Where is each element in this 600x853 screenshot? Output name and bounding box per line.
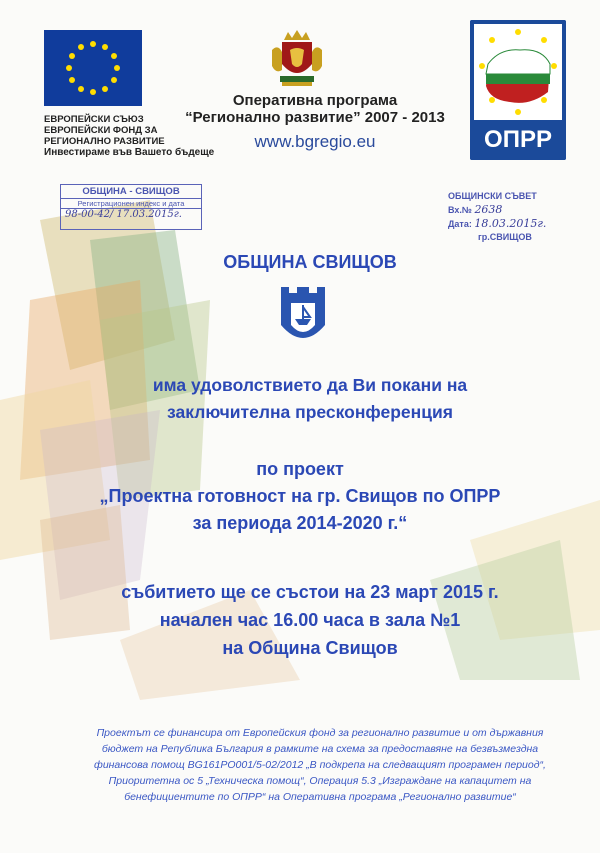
incoming-number: 2638	[474, 203, 503, 216]
eu-line1: ЕВРОПЕЙСКИ СЪЮЗ	[44, 114, 144, 125]
incoming-label: Вх.№	[448, 205, 472, 215]
bulgarian-coat-of-arms-icon	[270, 30, 324, 88]
incoming-date: 18.03.2015г.	[474, 217, 547, 230]
program-line1: Оперативна програма	[232, 92, 398, 109]
footer-line3: финансова помощ BG161PO001/5-02/2012 „В подкрепа на следващият програмен период“,	[94, 759, 546, 771]
oprr-logo-text: ОПРР	[484, 126, 552, 153]
event-line3: на Община Свищов	[222, 638, 398, 658]
council-stamp-city: гр.СВИЩОВ	[478, 232, 532, 242]
council-stamp-title: ОБЩИНСКИ СЪВЕТ	[448, 191, 537, 201]
event-details	[110, 578, 510, 662]
municipality-title: ОБЩИНА СВИЩОВ	[223, 252, 397, 272]
eu-line2: ЕВРОПЕЙСКИ ФОНД ЗА	[44, 125, 158, 136]
project-title-line2: за периода 2014-2020 г.“	[192, 513, 408, 533]
svishtov-crest-icon	[275, 285, 331, 351]
program-website-link[interactable]: www.bgregio.eu	[254, 132, 376, 151]
footer-line1: Проектът се финансира от Европейския фонд за регионално развитие и от държавния	[96, 727, 544, 739]
funding-footer	[60, 725, 580, 805]
footer-line4: Приоритетна ос 5 „Техническа помощ“, Операция 5.3 „Изграждане на капацитет на	[108, 775, 532, 787]
footer-line5: бенефициентите по ОПРР“ на Оперативна програма „Регионално развитие“	[124, 791, 516, 803]
invitation-text	[150, 372, 470, 426]
program-title	[180, 92, 450, 126]
program-line2: “Регионално развитие” 2007 - 2013	[185, 109, 445, 126]
footer-line2: бюджет на Република България в рамките на схема за предоставяне на безвъзмездна	[101, 743, 539, 755]
project-block	[60, 456, 540, 537]
registration-stamp	[60, 184, 202, 230]
invitation-line2: заключителна пресконференция	[167, 402, 453, 422]
project-intro: по проект	[256, 459, 344, 479]
eu-slogan: Инвестираме във Вашето бъдеще	[44, 147, 215, 158]
event-line2: начален час 16.00 часа в зала №1	[159, 610, 461, 630]
invitation-line1: има удоволствието да Ви покани на	[152, 375, 468, 395]
event-line1: събитието ще се състои на 23 март 2015 г.	[121, 582, 499, 602]
date-label: Дата:	[448, 219, 472, 229]
eu-flag-logo	[44, 30, 142, 106]
council-stamp	[448, 190, 578, 244]
registration-stamp-subtitle: Регистрационен индекс и дата	[61, 199, 201, 209]
registration-stamp-title: ОБЩИНА - СВИЩОВ	[61, 185, 201, 199]
project-title-line1: „Проектна готовност на гр. Свищов по ОПРР	[99, 486, 501, 506]
registration-stamp-number: 98-00-42/ 17.03.2015г.	[65, 209, 182, 220]
eu-line3: РЕГИОНАЛНО РАЗВИТИЕ	[44, 136, 165, 147]
